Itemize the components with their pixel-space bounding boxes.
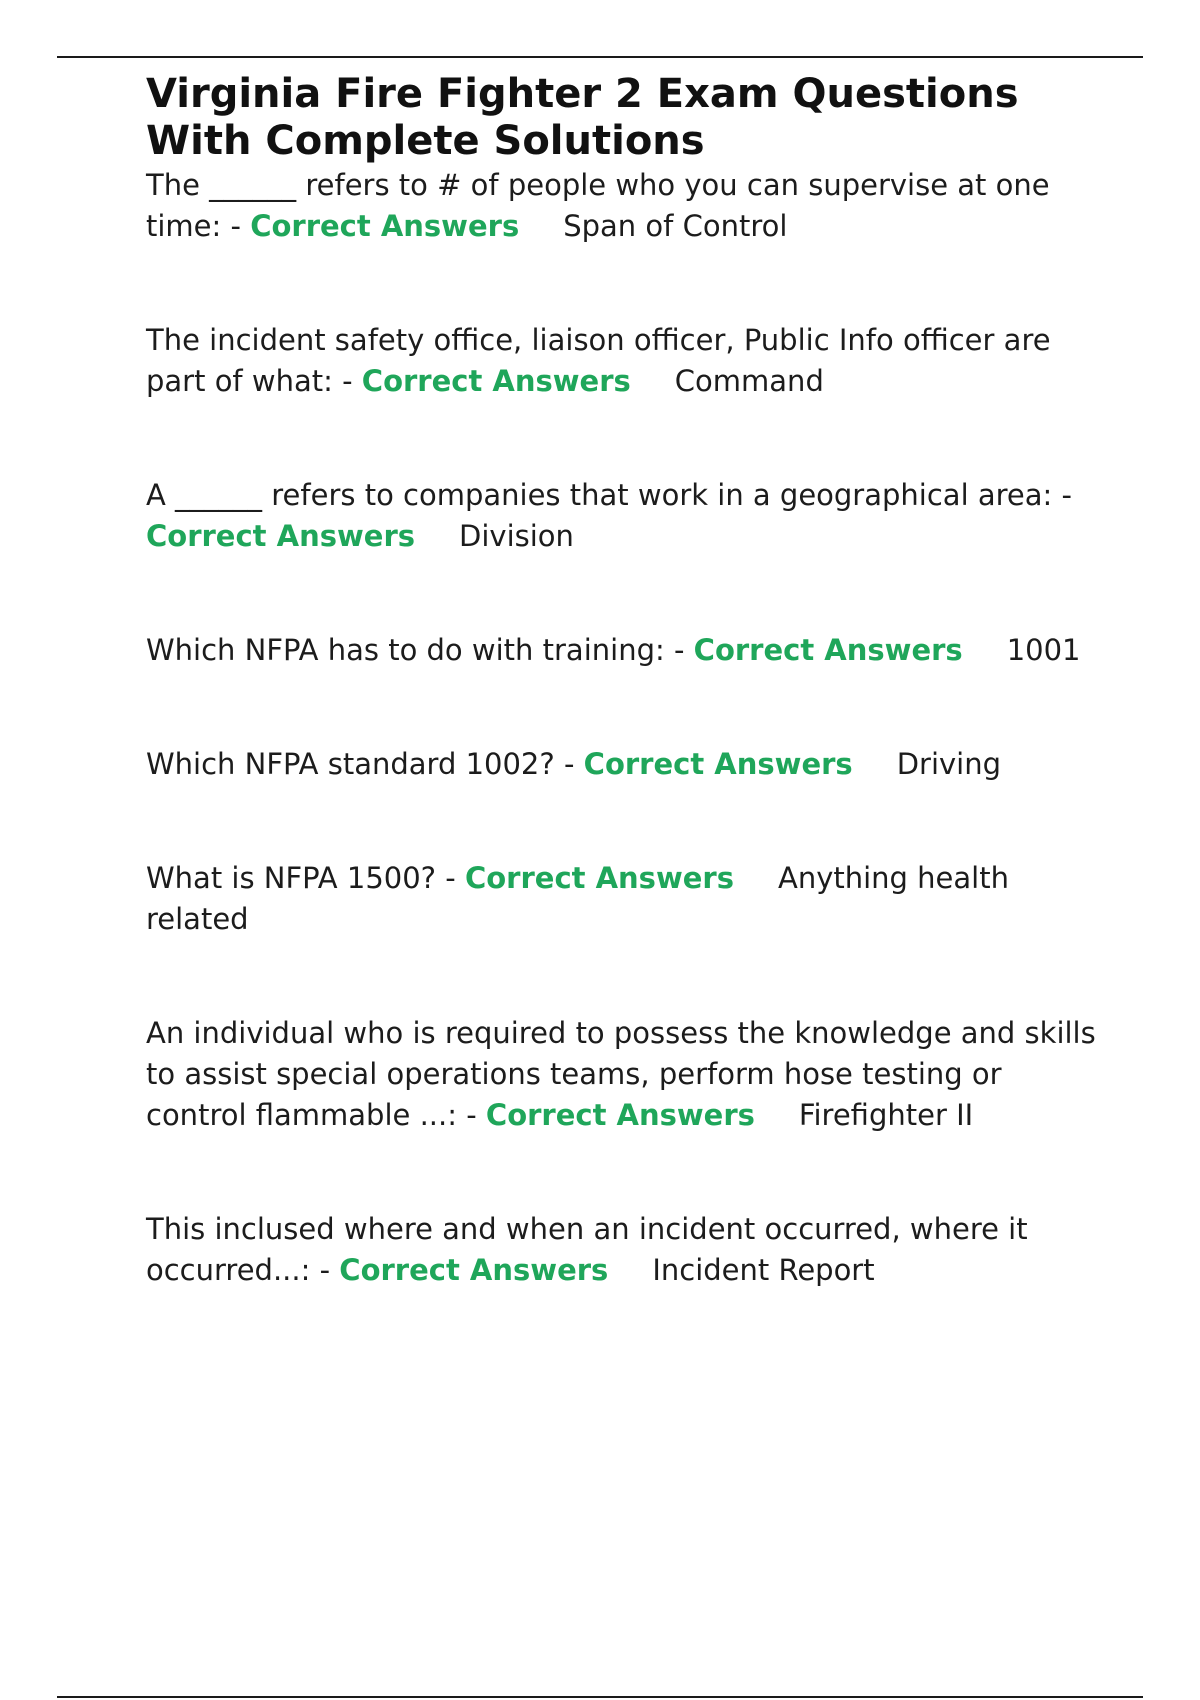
qa-item xyxy=(146,1013,1106,1136)
question-text: A ______ refers to companies that work in a geographical area: - xyxy=(146,478,1082,512)
answer-text: Incident Report xyxy=(652,1253,875,1287)
qa-item xyxy=(146,1209,1106,1291)
question-text: Which NFPA standard 1002? - xyxy=(146,747,584,781)
answer-text: Firefighter II xyxy=(798,1098,974,1132)
bottom-rule xyxy=(57,1696,1143,1698)
correct-answers-label: Correct Answers xyxy=(693,633,963,667)
qa-item xyxy=(146,475,1106,557)
top-rule xyxy=(57,56,1143,58)
question-text: An individual who is required to possess the knowledge and skills to assist special operations teams, perform hose testing or control flammable ...: - xyxy=(146,1016,1105,1132)
qa-item xyxy=(146,630,1106,671)
question-text: The incident safety office, liaison officer, Public Info officer are part of what: - xyxy=(146,323,1060,398)
qa-item xyxy=(146,320,1106,402)
correct-answers-label: Correct Answers xyxy=(583,747,853,781)
correct-answers-label: Correct Answers xyxy=(250,209,520,243)
document-body xyxy=(146,71,1106,1291)
answer-text: Driving xyxy=(896,747,1002,781)
question-text: The ______ refers to # of people who you can supervise at one time: - xyxy=(146,168,1059,243)
correct-answers-label: Correct Answers xyxy=(339,1253,609,1287)
answer-text: 1001 xyxy=(1006,633,1081,667)
correct-answers-label: Correct Answers xyxy=(464,861,734,895)
answer-text: Division xyxy=(459,519,574,553)
correct-answers-label: Correct Answers xyxy=(485,1098,755,1132)
answer-text: Anything health related xyxy=(146,861,1019,936)
answer-text: Span of Control xyxy=(563,209,788,243)
question-text: Which NFPA has to do with training: - xyxy=(146,633,694,667)
correct-answers-label: Correct Answers xyxy=(361,364,631,398)
qa-item xyxy=(146,858,1106,940)
answer-text: Command xyxy=(674,364,824,398)
question-text: This inclused where and when an incident occurred, where it occurred...: - xyxy=(146,1212,1037,1287)
question-text: What is NFPA 1500? - xyxy=(146,861,465,895)
qa-item xyxy=(146,165,1106,247)
correct-answers-label: Correct Answers xyxy=(146,519,416,553)
document-title: Virginia Fire Fighter 2 Exam Questions With Complete Solutions xyxy=(146,71,1019,164)
qa-list xyxy=(146,165,1106,1291)
qa-item xyxy=(146,744,1106,785)
